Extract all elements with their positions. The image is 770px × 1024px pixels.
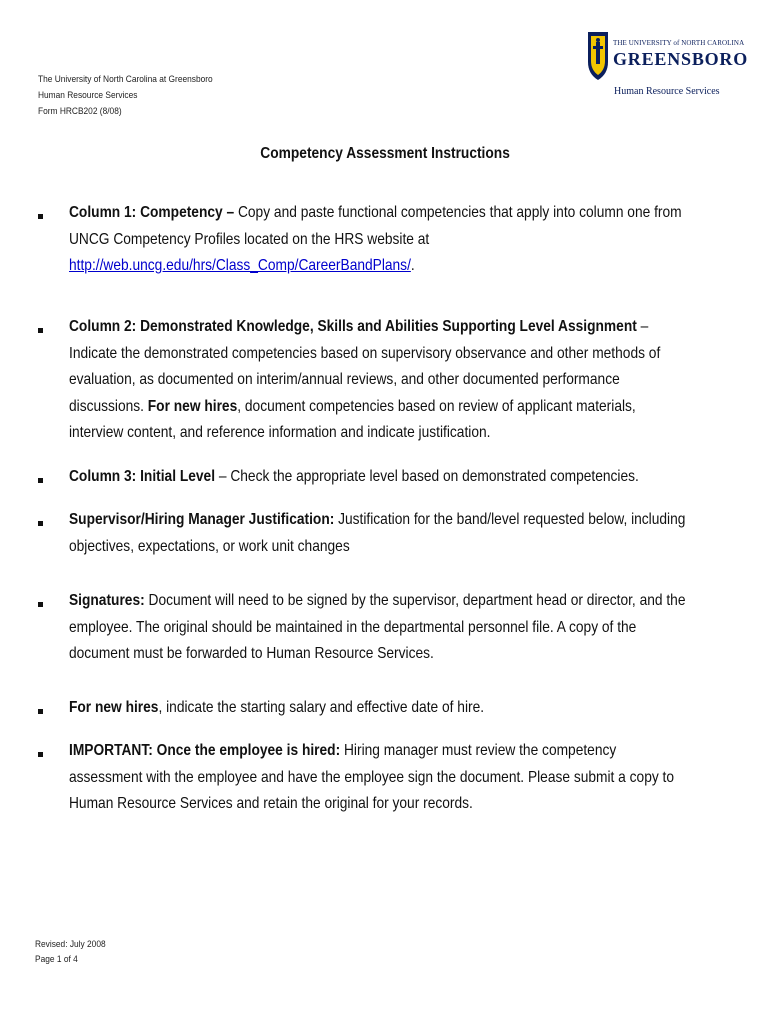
list-item-text — [69, 588, 693, 668]
item-label: Column 2: Demonstrated Knowledge, Skills and Abilities Supporting Level Assignment — [69, 318, 637, 335]
item-text: . — [410, 257, 415, 274]
item-text: , document competencies based on review of applicant materials, interview content, and reference information and indicate justification. — [69, 397, 636, 441]
item-text: Justification for the band/level requested below, including objectives, expectations, or work unit changes — [69, 511, 686, 555]
item-label: Column 1: Competency – — [69, 204, 235, 221]
career-band-plans-link[interactable]: http://web.uncg.edu/hrs/Class_Comp/CareerBandPlans/ — [69, 257, 411, 274]
item-text: Hiring manager must review the competency assessment with the employee and have the employee sign the document. Please submit a copy to Human Resource Services and retain the original for your records. — [69, 742, 675, 812]
list-item-text — [69, 464, 693, 491]
form-id: Form HRCB202 (8/08) — [38, 106, 122, 117]
logo-greensboro: GREENSBORO — [613, 49, 749, 69]
bullet-icon — [38, 752, 43, 757]
bullet-icon — [38, 328, 43, 333]
logo-department: Human Resource Services — [614, 86, 720, 97]
item-label: Column 3: Initial Level — [69, 468, 216, 485]
item-label: Signatures: — [69, 592, 145, 609]
page-footer — [35, 937, 106, 967]
item-text: UNCG Competency Profiles located on the HRS website at — [69, 230, 430, 248]
item-label: IMPORTANT: Once the employee is hired: — [69, 742, 341, 759]
revised-date: Revised: July 2008 — [35, 939, 106, 950]
page-number: Page 1 of 4 — [35, 954, 78, 965]
list-item-text — [69, 314, 693, 447]
item-label: For new hires — [147, 397, 238, 415]
bullet-icon — [38, 709, 43, 714]
item-label: For new hires — [69, 699, 159, 716]
page-title — [0, 145, 770, 163]
logo-university-line: THE UNIVERSITY of NORTH CAROLINA — [613, 39, 745, 47]
item-label: Supervisor/Hiring Manager Justification: — [69, 511, 335, 528]
uncg-seal-icon — [586, 30, 610, 82]
item-text: – Check the appropriate level based on demonstrated competencies. — [215, 468, 639, 485]
item-text: Document will need to be signed by the supervisor, department head or director, and the employee. The original should be maintained in the departmental personnel file. A copy of the document must be forwarded to Human Resource Services. — [69, 592, 686, 662]
list-item-text — [69, 738, 693, 818]
list-item-text — [69, 695, 693, 722]
uncg-logo — [586, 30, 749, 102]
item-text: – Indicate the demonstrated competencies based on supervisory observance and other methods of evaluation, as documented on interim/annual reviews, and other documented performance discussions. — [69, 318, 661, 415]
bullet-icon — [38, 521, 43, 526]
page-title-text: Competency Assessment Instructions — [260, 145, 510, 162]
list-item-text — [69, 200, 693, 280]
bullet-icon — [38, 478, 43, 483]
list-item-text — [69, 507, 693, 560]
item-text: , indicate the starting salary and effective date of hire. — [158, 699, 485, 716]
header-info — [38, 72, 213, 120]
department-name: Human Resource Services — [38, 90, 138, 101]
bullet-icon — [38, 602, 43, 607]
item-text: Copy and paste functional competencies that apply into column one from — [234, 204, 682, 221]
university-name: The University of North Carolina at Greensboro — [38, 74, 213, 85]
bullet-icon — [38, 214, 43, 219]
